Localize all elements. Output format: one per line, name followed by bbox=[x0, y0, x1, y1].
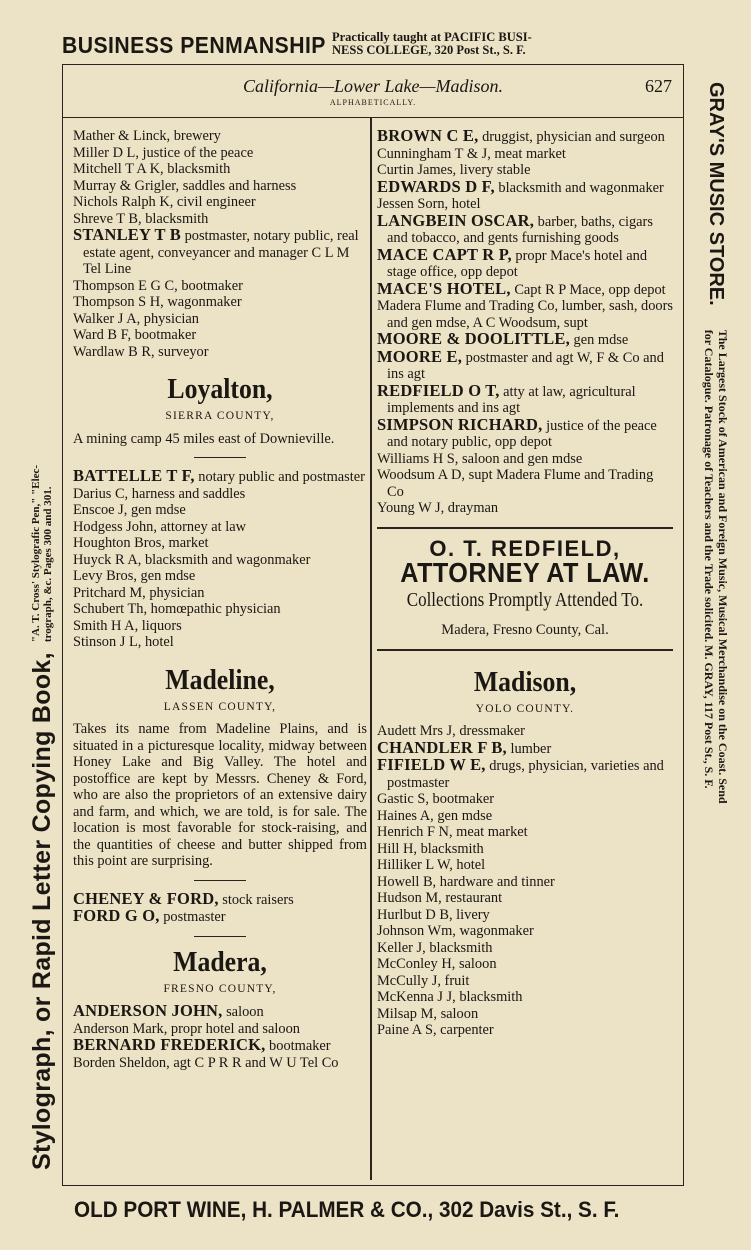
entry-text: saloon bbox=[222, 1004, 264, 1020]
entry-text: Walker J A, physician bbox=[73, 310, 199, 327]
directory-entry bbox=[73, 145, 367, 162]
entry-text: Young W J, drayman bbox=[377, 500, 499, 516]
entry-text: Hudson M, restaurant bbox=[377, 890, 503, 906]
entry-text: Howell B, hardware and tinner bbox=[377, 873, 555, 890]
directory-entry bbox=[377, 467, 673, 500]
directory-entry bbox=[377, 824, 673, 841]
entry-text: barber, baths, cigars and tobacco, and gents furnishing goods bbox=[387, 213, 653, 246]
entry-text: Shreve T B, blacksmith bbox=[73, 210, 209, 227]
entry-text: lumber bbox=[506, 740, 552, 757]
lower-lake-listing bbox=[73, 128, 367, 360]
entry-text: Henrich F N, meat market bbox=[377, 824, 528, 840]
directory-entry bbox=[377, 923, 673, 940]
madera-listing-continued bbox=[377, 128, 673, 517]
entry-text: Johnson Wm, wagonmaker bbox=[377, 923, 534, 939]
bottom-advertisement: OLD PORT WINE, H. PALMER & CO., 302 Davis St., S. F. bbox=[74, 1197, 620, 1222]
entry-text: Gastic S, bootmaker bbox=[377, 791, 495, 807]
ad-location: Madera, Fresno County, Cal. bbox=[441, 622, 609, 638]
entry-text: bootmaker bbox=[265, 1038, 331, 1054]
entry-text: postmaster bbox=[159, 909, 226, 925]
directory-entry bbox=[73, 278, 367, 295]
business-name: BATTELLE T F, bbox=[73, 466, 195, 485]
directory-entry bbox=[377, 907, 673, 924]
business-name: BROWN C E, bbox=[377, 126, 479, 145]
entry-text: Huyck R A, blacksmith and wagonmaker bbox=[73, 551, 311, 568]
directory-entry bbox=[73, 194, 367, 211]
directory-entry bbox=[73, 618, 367, 635]
directory-entry bbox=[377, 278, 673, 299]
entry-text: Capt R P Mace, opp depot bbox=[510, 281, 666, 298]
entry-text: Miller D L, justice of the peace bbox=[73, 144, 254, 161]
entry-text: Mitchell T A K, blacksmith bbox=[73, 161, 231, 177]
entry-text: Houghton Bros, market bbox=[73, 535, 209, 551]
town-description-loyalton: A mining camp 45 miles east of Downieville. bbox=[73, 430, 335, 447]
left-ad-headline: Stylograph, or Rapid Letter Copying Book, bbox=[27, 652, 56, 1170]
right-ad-headline: GRAY'S MUSIC STORE. bbox=[705, 82, 728, 306]
directory-entry bbox=[377, 128, 673, 146]
entry-text: McCully J, fruit bbox=[377, 972, 470, 989]
directory-entry bbox=[377, 956, 673, 973]
business-name: SIMPSON RICHARD, bbox=[377, 414, 543, 434]
entry-text: Hill H, blacksmith bbox=[377, 840, 484, 857]
directory-entry bbox=[73, 1003, 367, 1021]
directory-entry bbox=[73, 161, 367, 178]
entry-text: Ward B F, bootmaker bbox=[73, 327, 197, 343]
column-divider bbox=[370, 118, 372, 1180]
ad-name: O. T. REDFIELD, bbox=[429, 535, 621, 561]
directory-entry bbox=[73, 634, 367, 651]
directory-entry bbox=[377, 414, 673, 451]
entry-text: Woodsum A D, supt Madera Flume and Trading Co bbox=[377, 467, 654, 500]
entry-text: propr Mace's hotel and stage office, opp depot bbox=[387, 247, 648, 280]
entry-text: atty at law, agricultural implements and ins agt bbox=[387, 383, 636, 416]
directory-entry bbox=[73, 344, 367, 361]
directory-entry bbox=[73, 311, 367, 328]
entry-text: Murray & Grigler, saddles and harness bbox=[73, 177, 297, 194]
business-name: LANGBEIN OSCAR, bbox=[377, 210, 535, 230]
entry-text: Enscoe J, gen mdse bbox=[73, 502, 186, 518]
directory-entry bbox=[73, 468, 367, 486]
entry-text: blacksmith and wagonmaker bbox=[494, 179, 664, 196]
directory-entry bbox=[377, 210, 673, 247]
madera-listing bbox=[73, 1003, 367, 1071]
directory-entry bbox=[377, 857, 673, 874]
directory-entry bbox=[377, 890, 673, 907]
directory-entry bbox=[377, 874, 673, 891]
top-ad-line-1: Practically taught at PACIFIC BUSI- bbox=[332, 30, 532, 44]
entry-text: Audett Mrs J, dressmaker bbox=[377, 723, 525, 739]
directory-entry bbox=[377, 989, 673, 1006]
business-name: CHANDLER F B, bbox=[377, 737, 507, 757]
business-name: MOORE E, bbox=[377, 346, 463, 366]
separator bbox=[194, 457, 246, 458]
business-name: ANDERSON JOHN, bbox=[73, 1001, 223, 1020]
business-name: FIFIELD W E, bbox=[377, 755, 486, 774]
entry-text: Levy Bros, gen mdse bbox=[73, 568, 196, 584]
entry-text: Thompson S H, wagonmaker bbox=[73, 294, 242, 310]
entry-text: Williams H S, saloon and gen mdse bbox=[377, 450, 583, 467]
top-ad-details bbox=[332, 31, 532, 57]
entry-text: postmaster and agt W, F & Co and ins agt bbox=[387, 349, 664, 382]
business-name: FORD G O, bbox=[73, 906, 160, 925]
directory-entry bbox=[377, 451, 673, 468]
redfield-advertisement bbox=[377, 527, 673, 651]
right-column bbox=[377, 128, 673, 1039]
business-name: STANLEY T B bbox=[73, 225, 181, 244]
entry-text: McKenna J J, blacksmith bbox=[377, 989, 523, 1005]
business-name: MACE'S HOTEL, bbox=[377, 278, 511, 298]
entry-text: Hilliker L W, hotel bbox=[377, 857, 486, 873]
directory-entry bbox=[377, 757, 673, 791]
directory-entry bbox=[73, 519, 367, 536]
entry-text: Paine A S, carpenter bbox=[377, 1022, 494, 1038]
entry-text: Schubert Th, homœpathic physician bbox=[73, 601, 281, 617]
page-title: California—Lower Lake—Madison. bbox=[242, 76, 504, 96]
directory-entry bbox=[73, 535, 367, 552]
entry-text: Nichols Ralph K, civil engineer bbox=[73, 194, 256, 210]
business-name: REDFIELD O T, bbox=[377, 380, 500, 400]
entry-text: McConley H, saloon bbox=[377, 956, 497, 972]
directory-entry bbox=[377, 346, 673, 383]
separator bbox=[194, 936, 246, 937]
madeline-listing bbox=[73, 888, 367, 926]
directory-entry bbox=[377, 808, 673, 825]
loyalton-listing bbox=[73, 468, 367, 651]
page-subtitle: ALPHABETICALLY. bbox=[329, 98, 417, 107]
left-ad-line-2: trograph, &c. Pages 300 and 301. bbox=[42, 486, 54, 643]
entry-text: postmaster, notary public, real estate agent, conveyancer and manager C L M Tel Line bbox=[83, 228, 359, 277]
directory-entry bbox=[73, 128, 367, 145]
business-name: MACE CAPT R P, bbox=[377, 244, 512, 264]
entry-text: stock raisers bbox=[218, 891, 294, 908]
directory-entry bbox=[377, 146, 673, 163]
directory-entry bbox=[377, 244, 673, 281]
directory-entry bbox=[73, 585, 367, 602]
left-margin-advertisement bbox=[22, 60, 62, 1170]
business-name: BERNARD FREDERICK, bbox=[73, 1035, 266, 1054]
entry-text: Cunningham T & J, meat market bbox=[377, 145, 566, 162]
entry-text: gen mdse bbox=[569, 332, 629, 348]
directory-entry bbox=[377, 500, 673, 517]
entry-text: justice of the peace and notary public, opp depot bbox=[387, 417, 657, 450]
town-heading-madison: Madison, bbox=[473, 666, 577, 698]
right-ad-line-1: The Largest Stock of American and Foreign Music, Musical Merchandise on the Coast. Send bbox=[716, 329, 730, 804]
directory-entry bbox=[73, 178, 367, 195]
business-name: CHENEY & FORD, bbox=[73, 888, 219, 908]
directory-entry bbox=[73, 502, 367, 519]
county-loyalton: SIERRA COUNTY, bbox=[165, 410, 275, 422]
page-header bbox=[62, 76, 684, 112]
directory-entry bbox=[377, 380, 673, 417]
entry-text: Anderson Mark, propr hotel and saloon bbox=[73, 1020, 301, 1037]
directory-entry bbox=[73, 552, 367, 569]
left-ad-line-1: "A. T. Cross' Stylografic Pen," "Elec- bbox=[30, 464, 42, 643]
right-margin-advertisement bbox=[692, 78, 740, 1170]
entry-text: Wardlaw B R, surveyor bbox=[73, 343, 209, 360]
ad-title: ATTORNEY AT LAW. bbox=[400, 557, 650, 588]
directory-entry bbox=[377, 841, 673, 858]
entry-text: Hodgess John, attorney at law bbox=[73, 518, 247, 535]
directory-entry bbox=[377, 176, 673, 197]
directory-entry bbox=[73, 568, 367, 585]
directory-entry bbox=[73, 327, 367, 344]
madison-listing bbox=[377, 723, 673, 1039]
left-column bbox=[73, 128, 367, 1071]
county-madeline: LASSEN COUNTY, bbox=[163, 700, 277, 713]
right-ad-details bbox=[702, 330, 730, 804]
directory-entry bbox=[73, 1037, 367, 1055]
entry-text: Hurlbut D B, livery bbox=[377, 906, 490, 923]
entry-text: Madera Flume and Trading Co, lumber, sash, doors and gen mdse, A C Woodsum, supt bbox=[377, 298, 674, 331]
entry-text: drugs, physician, varieties and postmaster bbox=[387, 758, 664, 791]
business-name: EDWARDS D F, bbox=[377, 176, 495, 196]
entry-text: Jessen Sorn, hotel bbox=[377, 196, 481, 212]
directory-entry bbox=[377, 791, 673, 808]
page-number: 627 bbox=[645, 76, 672, 96]
entry-text: Thompson E G C, bootmaker bbox=[73, 277, 243, 294]
business-name: MOORE & DOOLITTLE, bbox=[377, 329, 570, 348]
directory-entry bbox=[73, 1055, 367, 1072]
top-ad-line-2: NESS COLLEGE, 320 Post St., S. F. bbox=[332, 43, 526, 57]
county-madison: YOLO COUNTY. bbox=[475, 702, 575, 715]
entry-text: notary public and postmaster bbox=[194, 469, 365, 485]
county-madera: FRESNO COUNTY, bbox=[163, 982, 277, 995]
directory-entry bbox=[377, 1022, 673, 1039]
entry-text: Borden Sheldon, agt C P R R and W U Tel Co bbox=[73, 1054, 339, 1071]
entry-text: Stinson J L, hotel bbox=[73, 634, 174, 650]
town-heading-madeline: Madeline, bbox=[165, 664, 275, 696]
right-ad-line-2: for Catalogue. Patronage of Teachers and the Trade solicited. M. GRAY, 117 Post St., S. F. bbox=[702, 329, 716, 789]
town-heading-madera: Madera, bbox=[173, 946, 267, 978]
entry-text: Darius C, harness and saddles bbox=[73, 485, 246, 502]
directory-entry bbox=[377, 1006, 673, 1023]
directory-entry bbox=[73, 908, 367, 926]
top-ad-headline: BUSINESS PENMANSHIP bbox=[62, 32, 326, 58]
left-ad-details bbox=[30, 465, 54, 642]
ad-tagline: Collections Promptly Attended To. bbox=[406, 588, 644, 611]
directory-entry bbox=[377, 298, 673, 331]
entry-text: Haines A, gen mdse bbox=[377, 807, 493, 824]
town-heading-loyalton: Loyalton, bbox=[167, 374, 273, 405]
top-advertisement bbox=[62, 30, 682, 64]
directory-entry bbox=[377, 940, 673, 957]
directory-entry bbox=[73, 294, 367, 311]
header-rule bbox=[62, 117, 684, 118]
entry-text: Keller J, blacksmith bbox=[377, 939, 493, 956]
entry-text: Mather & Linck, brewery bbox=[73, 128, 221, 144]
town-description-madeline: Takes its name from Madeline Plains, and is situated in a picturesque locality, midway between Honey Lake and Big Valley. The hotel and postoffice are kept by Messrs. Cheney & Ford, who are also the proprietors of an extensive dairy and farm, and which, we are told, is for sale. The location is most favorable for stock-raising, and the quantities of cheese and butter shipped from this point are surprising. bbox=[73, 721, 367, 869]
entry-text: Pritchard M, physician bbox=[73, 584, 205, 601]
directory-entry bbox=[377, 973, 673, 990]
directory-entry bbox=[73, 227, 367, 278]
directory-entry bbox=[73, 601, 367, 618]
entry-text: Curtin James, livery stable bbox=[377, 162, 531, 178]
entry-text: Milsap M, saloon bbox=[377, 1005, 479, 1022]
entry-text: Smith H A, liquors bbox=[73, 617, 182, 634]
separator bbox=[194, 880, 246, 881]
entry-text: druggist, physician and surgeon bbox=[478, 129, 665, 145]
directory-entry bbox=[73, 486, 367, 503]
